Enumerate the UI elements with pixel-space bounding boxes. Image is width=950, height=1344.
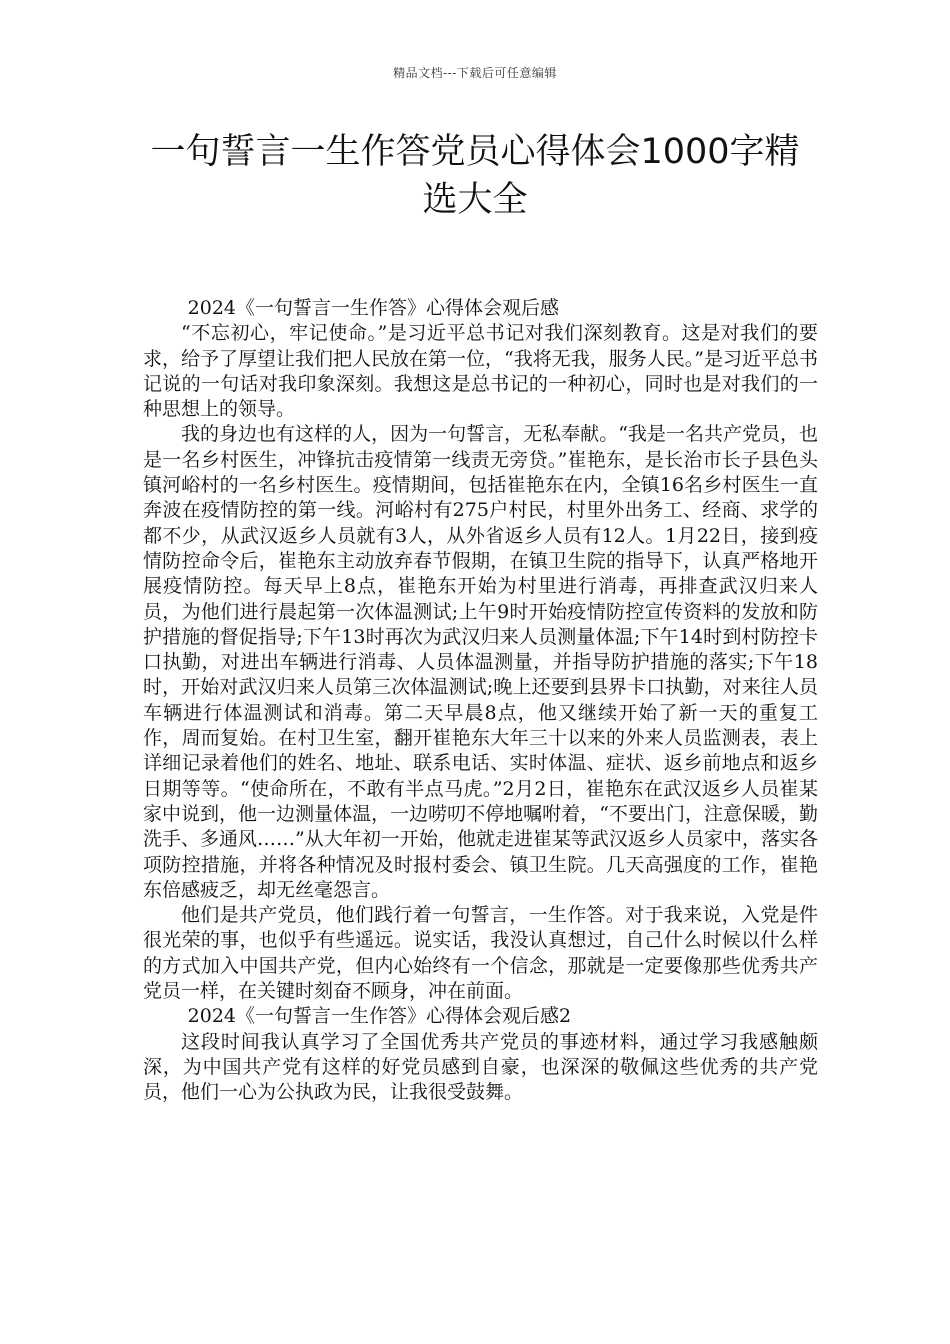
- document-title: 一句誓言一生作答党员心得体会1000字精选大全: [150, 132, 800, 220]
- document-body: [143, 296, 818, 1106]
- paragraph: 他们是共产党员，他们践行着一句誓言，一生作答。对于我来说，入党是件很光荣的事，也似乎有些遥远。说实话，我没认真想过，自己什么时候以什么样的方式加入中国共产党，但内心始终有一个信念，那就是一定要像那些优秀共产党员一样，在关键时刻奋不顾身，冲在前面。: [143, 904, 818, 1003]
- paragraph: 这段时间我认真学习了全国优秀共产党员的事迹材料，通过学习我感触颇深，为中国共产党有这样的好党员感到自豪，也深深的敬佩这些优秀的共产党员，他们一心为公执政为民，让我很受鼓舞。: [143, 1030, 818, 1104]
- paragraph: “不忘初心，牢记使命。”是习近平总书记对我们深刻教育。这是对我们的要求，给予了厚望让我们把人民放在第一位，“我将无我，服务人民。”是习近平总书记说的一句话对我印象深刻。我想这是总书记的一种初心，同时也是对我们的一种思想上的领导。: [143, 322, 818, 421]
- paragraph: 我的身边也有这样的人，因为一句誓言，无私奉献。“我是一名共产党员，也是一名乡村医生，冲锋抗击疫情第一线责无旁贷。”崔艳东，是长治市长子县色头镇河峪村的一名乡村医生。疫情期间，包括崔艳东在内，全镇16名乡村医生一直奔波在疫情防控的第一线。河峪村有275户村民，村里外出务工、经商、求学的都不少，从武汉返乡人员就有3人，从外省返乡人员有12人。1月22日，接到疫情防控命令后，崔艳东主动放弃春节假期，在镇卫生院的指导下，认真严格地开展疫情防控。每天早上8点，崔艳东开始为村里进行消毒，再排查武汉归来人员，为他们进行晨起第一次体温测试;上午9时开始疫情防控宣传资料的发放和防护措施的督促指导;下午13时再次为武汉归来人员测量体温;下午14时到村防控卡口执勤，对进出车辆进行消毒、人员体温测量，并指导防护措施的落实;下午18时，开始对武汉归来人员第三次体温测试;晚上还要到县界卡口执勤，对来往人员车辆进行体温测试和消毒。第二天早晨8点，他又继续开始了新一天的重复工作，周而复始。在村卫生室，翻开崔艳东大年三十以来的外来人员监测表，表上详细记录着他们的姓名、地址、联系电话、实时体温、症状、返乡前地点和返乡日期等等。“使命所在，不敢有半点马虎。”2月2日，崔艳东在武汉返乡人员崔某家中说到，他一边测量体温，一边唠叨不停地嘱咐着，“不要出门，注意保暖，勤洗手、多通风……”从大年初一开始，他就走进崔某等武汉返乡人员家中，落实各项防控措施，并将各种情况及时报村委会、镇卫生院。几天高强度的工作，崔艳东倍感疲乏，却无丝毫怨言。: [143, 423, 818, 901]
- section-heading: 2024《一句誓言一生作答》心得体会观后感: [187, 297, 559, 319]
- section-heading: 2024《一句誓言一生作答》心得体会观后感2: [187, 1005, 572, 1028]
- header-note: 精品文档---下载后可任意编辑: [393, 66, 557, 80]
